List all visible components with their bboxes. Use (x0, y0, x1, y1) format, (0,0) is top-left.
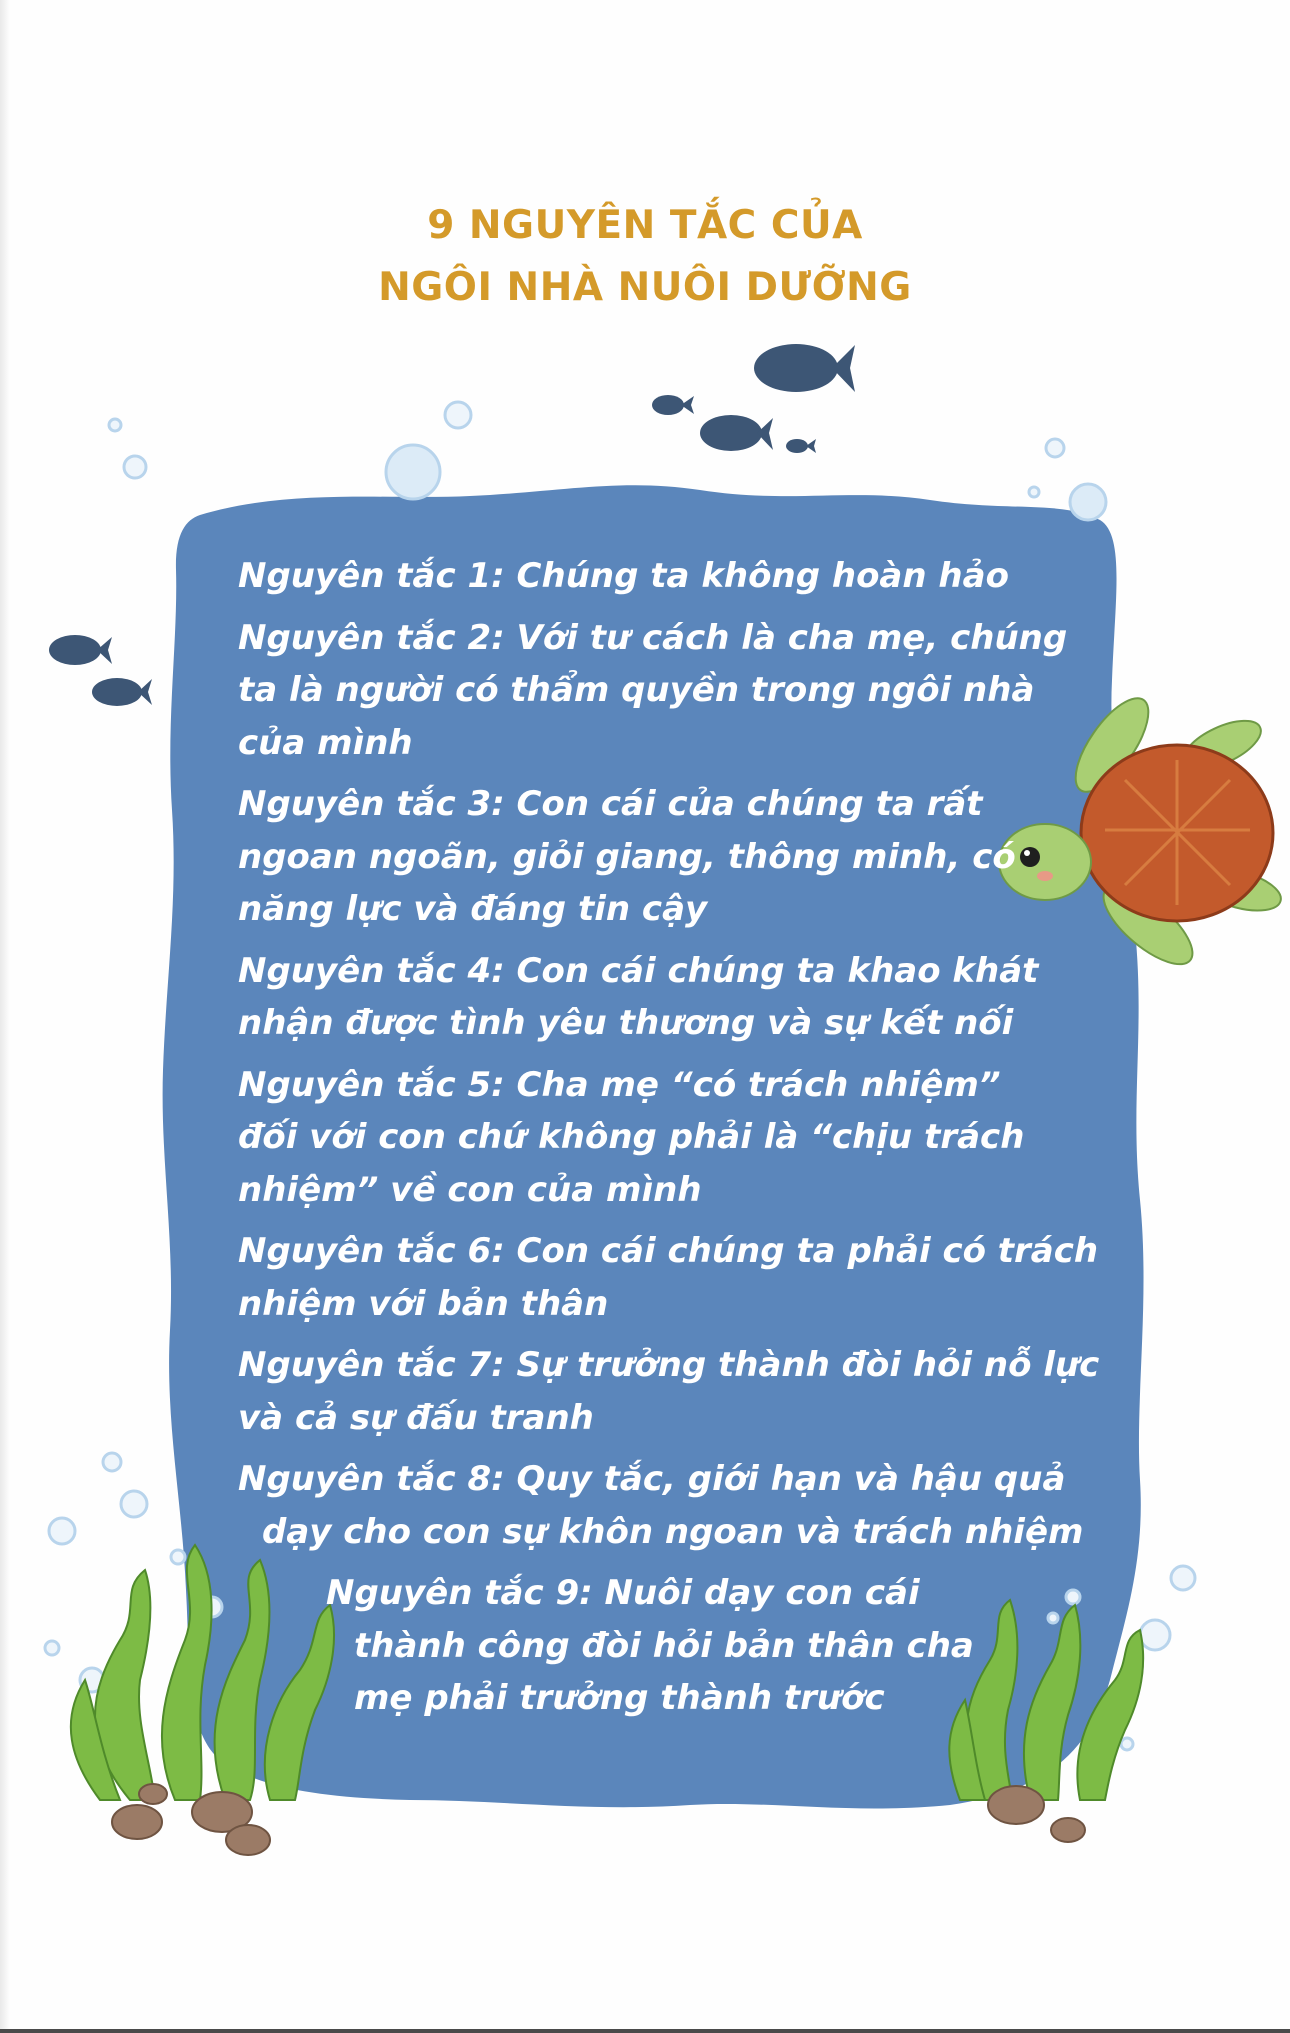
principle-line: Nguyên tắc 3: Con cái của chúng ta rất (238, 784, 983, 824)
bubble-icon (1121, 1738, 1133, 1750)
principle-line: ngoan ngoãn, giỏi giang, thông minh, có (238, 836, 1016, 877)
principle-line: ta là người có thẩm quyền trong ngôi nhà (238, 670, 1035, 710)
principle-line: Nguyên tắc 9: Nuôi dạy con cái (326, 1573, 920, 1613)
principle-line: Nguyên tắc 4: Con cái chúng ta khao khát (238, 950, 1039, 991)
principle-line: Nguyên tắc 1: Chúng ta không hoàn hảo (238, 556, 1009, 596)
bubble-icon (445, 402, 471, 428)
bubble-icon (45, 1641, 59, 1655)
bubble-icon (386, 445, 440, 499)
fish-icon (786, 439, 816, 453)
page-bottom-border (0, 2029, 1290, 2033)
principles-list (238, 550, 1100, 1734)
fish-school-left (49, 635, 152, 706)
principle-line: mẹ phải trưởng thành trước (354, 1678, 885, 1718)
bubble-icon (49, 1518, 75, 1544)
principle-line: dạy cho con sự khôn ngoan và trách nhiệm (262, 1511, 1084, 1552)
title-line-1: 9 NGUYÊN TẮC CỦA (427, 203, 863, 248)
principle-line: thành công đòi hỏi bản thân cha (354, 1625, 974, 1666)
principle-line: nhận được tình yêu thương và sự kết nối (238, 1003, 1014, 1043)
principle-line: Nguyên tắc 2: Với tư cách là cha mẹ, chúng (238, 617, 1068, 658)
bubble-icon (103, 1453, 121, 1471)
principle-line: nhiệm” về con của mình (238, 1169, 702, 1210)
fish-icon (700, 415, 773, 451)
principle-9 (238, 1567, 1068, 1725)
principle-4 (238, 945, 1068, 1050)
principle-5 (238, 1059, 1068, 1217)
bubble-icon (1066, 1590, 1080, 1604)
fish-icon (754, 344, 855, 392)
bubble-icon (1070, 484, 1106, 520)
bubble-icon (124, 456, 146, 478)
principle-line: Nguyên tắc 5: Cha mẹ “có trách nhiệm” (238, 1064, 1001, 1105)
principle-line: của mình (238, 722, 413, 763)
rock-icon (988, 1786, 1085, 1842)
principle-line: Nguyên tắc 6: Con cái chúng ta phải có trách (238, 1231, 1099, 1271)
principle-3 (238, 778, 1068, 936)
principle-2 (238, 612, 1068, 770)
principle-line: năng lực và đáng tin cậy (238, 889, 708, 929)
fish-school-top (652, 344, 855, 453)
principle-1 (238, 550, 1068, 603)
principle-line: và cả sự đấu tranh (238, 1397, 594, 1438)
principle-6 (238, 1225, 1099, 1330)
principle-line: đối với con chứ không phải là “chịu trách (238, 1117, 1025, 1157)
principle-line: Nguyên tắc 7: Sự trưởng thành đòi hỏi nỗ lực (238, 1345, 1100, 1385)
bubble-icon (1140, 1620, 1170, 1650)
bubble-icon (109, 419, 121, 431)
bubble-icon (1171, 1566, 1195, 1590)
title-line-2: NGÔI NHÀ NUÔI DƯỠNG (378, 265, 912, 310)
principle-line: Nguyên tắc 8: Quy tắc, giới hạn và hậu quả (238, 1459, 1066, 1499)
principle-7 (238, 1339, 1100, 1444)
fish-icon (49, 635, 112, 665)
principle-line: nhiệm với bản thân (238, 1283, 609, 1324)
fish-icon (652, 395, 694, 415)
bubble-icon (1029, 487, 1039, 497)
fish-icon (92, 678, 152, 706)
principle-8 (238, 1453, 1084, 1558)
bubble-icon (171, 1550, 185, 1564)
bubble-icon (1046, 439, 1064, 457)
bubble-icon (121, 1491, 147, 1517)
